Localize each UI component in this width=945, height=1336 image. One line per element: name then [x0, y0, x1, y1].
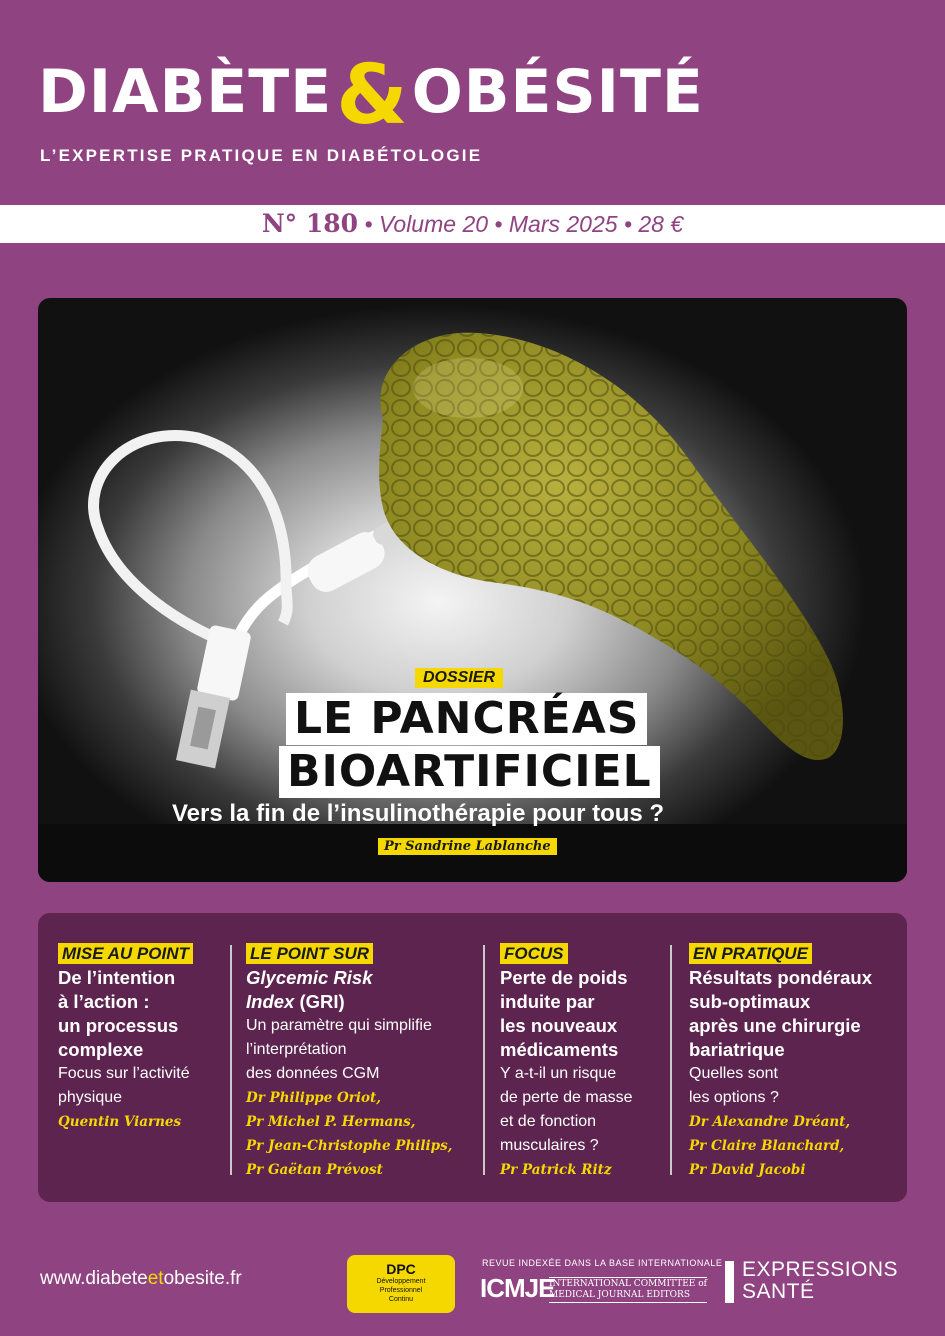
title-word-diabete: DIABÈTE	[38, 57, 333, 127]
magazine-title	[38, 48, 704, 143]
desc-line: l’interprétation	[246, 1041, 347, 1058]
issue-number: N° 180	[261, 209, 359, 238]
website-part: www.diabete	[40, 1268, 148, 1289]
author-line: Dr Philippe Oriot,	[246, 1090, 381, 1106]
issue-separator: •	[364, 211, 373, 237]
author-line: Pr Claire Blanchard,	[689, 1138, 845, 1154]
column-description	[246, 1014, 476, 1086]
column-headline	[500, 966, 670, 1062]
column-authors	[58, 1110, 228, 1134]
icmje-line: MEDICAL JOURNAL EDITORS	[549, 1290, 691, 1300]
desc-line: Y a-t-il un risque	[500, 1065, 617, 1082]
column-divider	[483, 945, 485, 1175]
desc-line: Un paramètre qui simplifie	[246, 1017, 432, 1034]
author-line: Pr Patrick Ritz	[500, 1162, 612, 1178]
headline-line: médicaments	[500, 1039, 619, 1060]
column-tag: MISE AU POINT	[58, 943, 193, 964]
headline-line: induite par	[500, 991, 595, 1012]
issue-separator: •	[494, 211, 503, 237]
headline-line: à l’action :	[58, 991, 150, 1012]
dossier-author: Pr Sandrine Lablanche	[378, 838, 557, 855]
issue-separator: •	[623, 211, 632, 237]
headline-line: après une chirurgie	[689, 1015, 861, 1036]
headline-line: complexe	[58, 1039, 144, 1060]
desc-line: les options ?	[689, 1089, 779, 1106]
column-description	[58, 1062, 228, 1110]
column-headline	[689, 966, 901, 1062]
icmje-fullname	[549, 1277, 707, 1303]
column-authors	[689, 1110, 901, 1182]
issue-volume: Volume 20	[378, 211, 489, 237]
author-line: Pr Gaëtan Prévost	[246, 1162, 383, 1178]
author-line: Pr David Jacobi	[689, 1162, 806, 1178]
headline-line: Résultats pondéraux	[689, 967, 872, 988]
headline-line: De l’intention	[58, 967, 176, 988]
website-link[interactable]	[40, 1268, 242, 1290]
issue-info-band	[0, 205, 945, 243]
publisher-line: EXPRESSIONS	[742, 1258, 899, 1281]
headline-regular-part: (GRI)	[294, 991, 345, 1012]
desc-line: musculaires ?	[500, 1137, 599, 1154]
desc-line: et de fonction	[500, 1113, 597, 1130]
icmje-logo: ICMJE	[480, 1273, 555, 1303]
column-description	[689, 1062, 901, 1110]
column-tag: LE POINT SUR	[246, 943, 373, 964]
headline-italic-part: Index	[246, 991, 295, 1012]
publisher-logo	[742, 1259, 898, 1303]
desc-line: Quelles sont	[689, 1065, 778, 1082]
dpc-title: DPC	[386, 1261, 416, 1277]
column-description	[500, 1062, 670, 1158]
column-authors	[500, 1158, 670, 1182]
desc-line: physique	[58, 1089, 123, 1106]
column-authors	[246, 1086, 476, 1182]
author-line: Pr Michel P. Hermans,	[246, 1114, 416, 1130]
headline-line: Glycemic Risk	[246, 967, 373, 988]
author-line: Dr Alexandre Dréant,	[689, 1114, 851, 1130]
dossier-title-line2: BIOARTIFICIEL	[279, 746, 660, 798]
dpc-badge	[347, 1255, 455, 1313]
column-focus	[500, 943, 670, 1182]
dossier-tag: DOSSIER	[415, 668, 503, 688]
column-divider	[230, 945, 232, 1175]
author-line: Pr Jean-Christophe Philips,	[246, 1138, 453, 1154]
column-headline	[246, 966, 476, 1014]
desc-line: des données CGM	[246, 1065, 380, 1082]
author-line: Quentin Viarnes	[58, 1114, 182, 1130]
column-en-pratique	[689, 943, 901, 1182]
title-ampersand: &	[336, 48, 408, 143]
headline-line	[246, 990, 476, 1014]
publisher-logo-bar	[725, 1261, 734, 1303]
dossier-subtitle: Vers la fin de l’insulinothérapie pour tous ?	[172, 800, 665, 827]
column-headline	[58, 966, 228, 1062]
dossier-title-line1: LE PANCRÉAS	[286, 693, 647, 745]
icmje-line: INTERNATIONAL COMMITTEE of	[549, 1279, 707, 1289]
headline-line: Perte de poids	[500, 967, 628, 988]
headline-line: bariatrique	[689, 1039, 785, 1060]
icmje-caption: REVUE INDEXÉE DANS LA BASE INTERNATIONALE	[482, 1258, 723, 1268]
desc-line: de perte de masse	[500, 1089, 633, 1106]
title-word-obesite: OBÉSITÉ	[411, 57, 704, 127]
tagline: L’EXPERTISE PRATIQUE EN DIABÉTOLOGIE	[40, 146, 483, 165]
publisher-line: SANTÉ	[742, 1280, 815, 1303]
headline-line: sub-optimaux	[689, 991, 811, 1012]
column-divider	[670, 945, 672, 1175]
issue-date: Mars 2025	[508, 211, 618, 237]
website-part-et: et	[147, 1268, 164, 1289]
dpc-line: Professionnel	[379, 1287, 423, 1294]
column-tag: EN PRATIQUE	[689, 943, 812, 964]
column-tag: FOCUS	[500, 943, 568, 964]
desc-line: Focus sur l’activité	[58, 1065, 190, 1082]
dpc-line: Développement	[376, 1278, 426, 1285]
column-le-point-sur	[246, 943, 476, 1182]
website-part: obesite.fr	[163, 1268, 242, 1289]
headline-line: un processus	[58, 1015, 179, 1036]
column-mise-au-point	[58, 943, 228, 1134]
issue-price: 28 €	[638, 211, 684, 237]
dpc-line: Continu	[388, 1296, 414, 1303]
headline-line: les nouveaux	[500, 1015, 618, 1036]
